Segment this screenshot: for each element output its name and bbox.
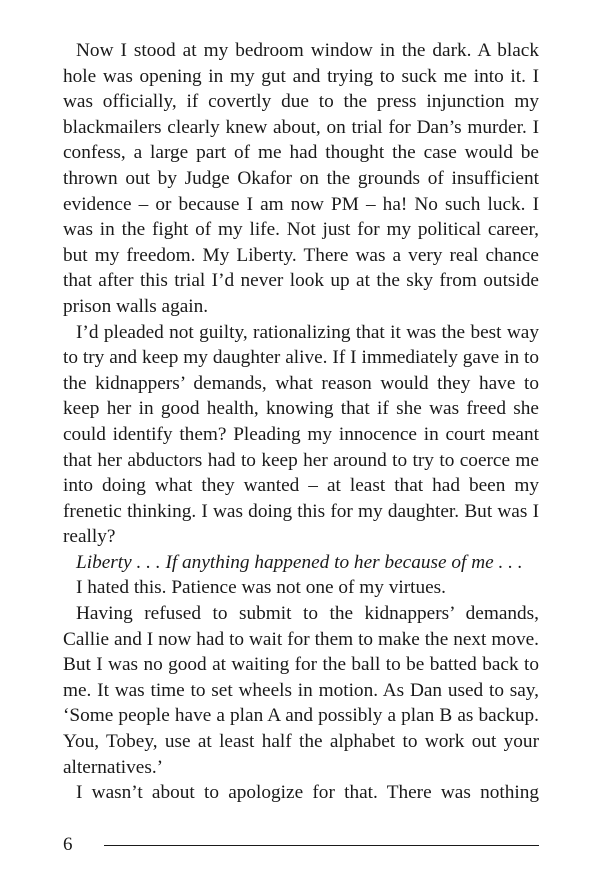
footer-rule — [104, 845, 539, 846]
paragraph-3-italic-thought: Liberty . . . If anything happened to her because of me . . . — [76, 551, 523, 573]
paragraph-5: Having refused to submit to the kidnappers’ demands, Callie and I now had to wait for them to make the next move. But I was no good at waiting for the ball to be batted back to me. It was time to set wheels in motion. As Dan used to say, ‘Some people have a plan A and possibly a plan B as backup. You, Tobey, use at least half the alphabet to work out your alternatives.’ — [63, 603, 539, 778]
paragraph-2: I’d pleaded not guilty, rationalizing that it was the best way to try and keep my daughter alive. If I immediately gave in to the kidnappers’ demands, what reason would they have to keep her in good health, knowing that if she was freed she could identify them? Pleading my innocence in court meant that her abductors had to keep her around to try to coerce me into doing what they wanted – at least that had been my frenetic thinking. I was doing this for my daughter. But was I really? — [63, 321, 539, 548]
paragraph-1: Now I stood at my bedroom window in the dark. A black hole was opening in my gut and trying to suck me into it. I was officially, if covertly due to the press injunction my blackmailers clearly knew about, on trial for Dan’s murder. I confess, a large part of me had thought the case would be thrown out by Judge Okafor on the grounds of insufficient evidence – or because I am now PM – ha! No such luck. I was in the fight of my life. Not just for my political career, but my freedom. My Liberty. There was a very real chance that after this trial I’d never look up at the sky from outside prison walls again. — [63, 40, 539, 317]
paragraph-6-last-line: I wasn’t about to apologize for that. There was nothing — [76, 782, 539, 804]
paragraph-4: I hated this. Patience was not one of my virtues. — [76, 577, 447, 599]
page-number: 6 — [63, 834, 73, 855]
page-footer — [63, 833, 539, 857]
body-text — [63, 38, 539, 806]
